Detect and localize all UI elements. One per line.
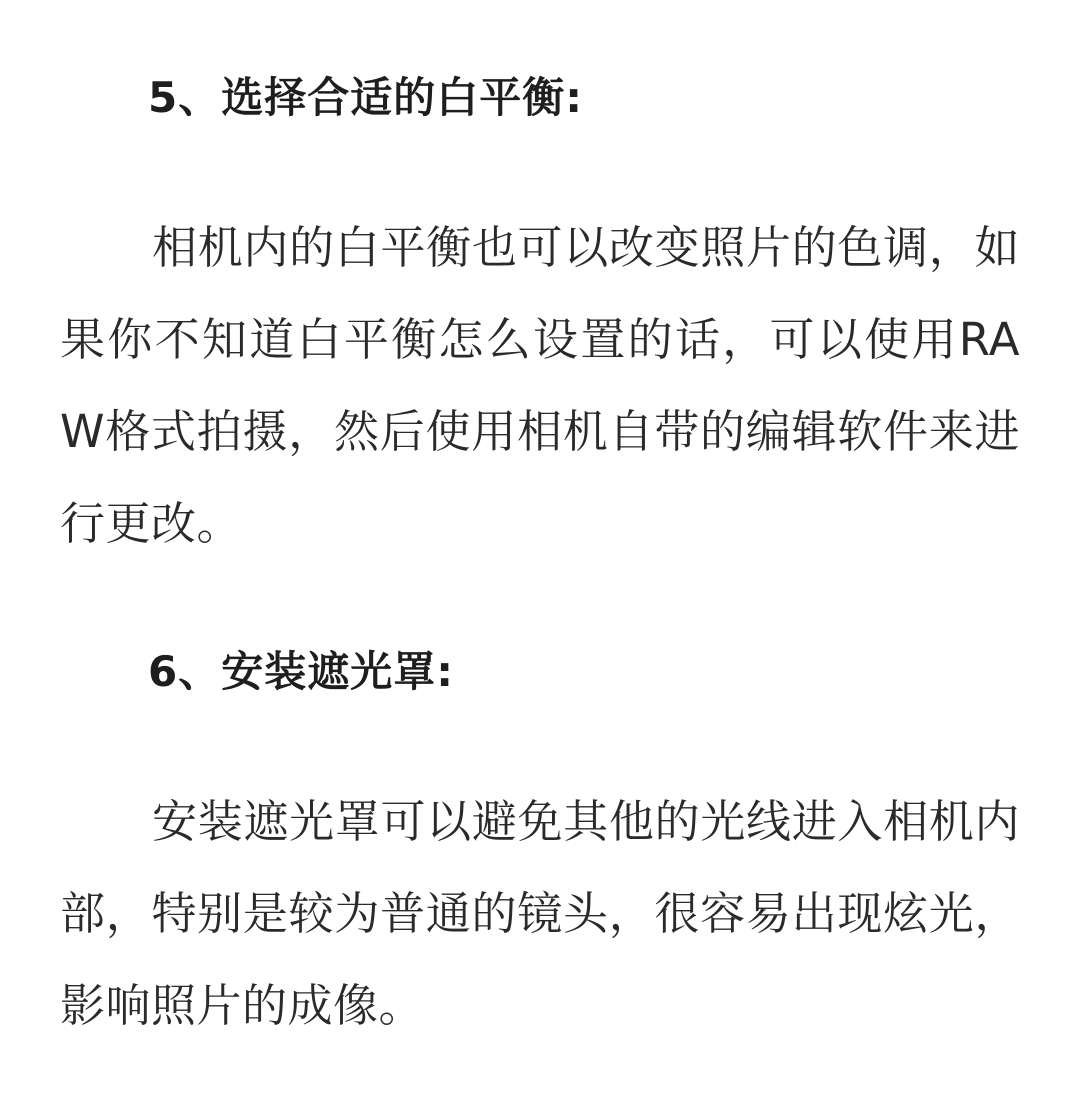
section-heading-lens-hood: 6、安装遮光罩: — [148, 647, 455, 696]
section-heading-white-balance: 5、选择合适的白平衡: — [148, 73, 584, 122]
section-body-white-balance: 相机内的白平衡也可以改变照片的色调，如果你不知道白平衡怎么设置的话，可以使用RAW格式拍摄，然后使用相机自带的编辑软件来进行更改。 — [60, 221, 1020, 550]
section-body-lens-hood: 安装遮光罩可以避免其他的光线进入相机内部，特别是较为普通的镜头，很容易出现炫光，影响照片的成像。 — [60, 795, 1020, 1032]
